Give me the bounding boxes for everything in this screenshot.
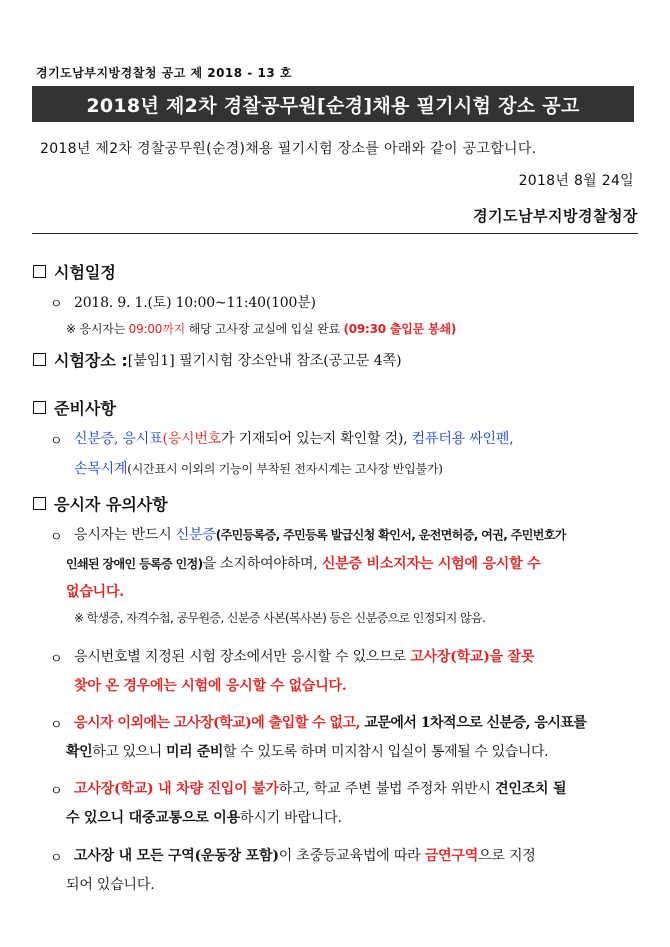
caution-2-line-1: 응시번호별 지정된 시험 장소에서만 응시할 수 있으므로 고사장(학교)을 잘못 bbox=[74, 649, 535, 665]
caution-1-line-3: 없습니다. bbox=[66, 584, 124, 600]
notice-date: 2018년 8월 24일 bbox=[518, 173, 634, 189]
bullet-icon: ㅇ bbox=[50, 652, 63, 667]
venue-heading-label: 시험장소 : bbox=[54, 351, 128, 370]
bullet-icon: ㅇ bbox=[50, 530, 63, 545]
caution-5-line-2: 되어 있습니다. bbox=[66, 877, 155, 893]
schedule-datetime: 2018. 9. 1.(토) 10:00∼11:40(100분) bbox=[74, 295, 316, 311]
notice-number: 경기도남부지방경찰청 공고 제 2018 - 13 호 bbox=[36, 66, 292, 80]
prep-heading-label: 준비사항 bbox=[54, 399, 116, 418]
prep-line-2: 손목시계(시간표시 이외의 기능이 부착된 전자시계는 고사장 반입불가) bbox=[74, 461, 443, 477]
venue-text: [붙임1] 필기시험 장소안내 참조(공고문 4쪽) bbox=[127, 352, 402, 369]
checkbox-square-icon bbox=[33, 353, 46, 366]
schedule-note: ※ 응시자는 09:00까지 해당 고사장 교실에 입실 완료 (09:30 출입문 봉쇄) bbox=[66, 322, 457, 336]
bullet-icon: ㅇ bbox=[50, 297, 63, 312]
caution-1-note: ※ 학생증, 자격수첩, 공무원증, 신분증 사본(복사본) 등은 신분증으로 인정되지 않음. bbox=[74, 611, 486, 625]
prep-line-1: 신분증, 응시표(응시번호가 기재되어 있는지 확인할 것), 컴퓨터용 싸인펜, bbox=[74, 431, 514, 447]
section-cautions-heading bbox=[33, 492, 168, 515]
bullet-icon: ㅇ bbox=[50, 434, 63, 449]
notice-title: 2018년 제2차 경찰공무원[순경]채용 필기시험 장소 공고 bbox=[32, 86, 634, 122]
bullet-icon: ㅇ bbox=[50, 851, 63, 866]
caution-4-line-2: 수 있으니 대중교통으로 이용하시기 바랍니다. bbox=[66, 810, 342, 826]
caution-1-line-2: 인쇄된 장애인 등록증 인정)을 소지하여야하며, 신분증 비소지자는 시험에 응시할 수 bbox=[66, 556, 541, 572]
caution-4-line-1: 고사장(학교) 내 차량 진입이 불가하고, 학교 주변 불법 주정차 위반시 견인조치 될 bbox=[74, 781, 567, 797]
caution-5-line-1: 고사장 내 모든 구역(운동장 포함)이 초중등교육법에 따라 금연구역으로 지정 bbox=[74, 848, 536, 864]
schedule-heading-label: 시험일정 bbox=[54, 263, 116, 282]
caution-3-line-2: 확인하고 있으니 미리 준비할 수 있도록 하며 미지참시 입실이 통제될 수 있습니다. bbox=[66, 744, 549, 760]
caution-1-line-1: 응시자는 반드시 신분증(주민등록증, 주민등록 발급신청 확인서, 운전면허증, 여권, 주민번호가 bbox=[74, 527, 566, 543]
caution-3-line-1: 응시자 이외에는 고사장(학교)에 출입할 수 없고, 교문에서 1차적으로 신분증, 응시표를 bbox=[74, 715, 587, 731]
checkbox-square-icon bbox=[33, 497, 46, 510]
header-divider bbox=[32, 233, 638, 234]
cautions-heading-label: 응시자 유의사항 bbox=[54, 495, 168, 514]
bullet-icon: ㅇ bbox=[50, 718, 63, 733]
section-prep-heading bbox=[33, 396, 116, 419]
checkbox-square-icon bbox=[33, 265, 46, 278]
checkbox-square-icon bbox=[33, 401, 46, 414]
caution-2-line-2: 찾아 온 경우에는 시험에 응시할 수 없습니다. bbox=[74, 678, 347, 694]
intro-text: 2018년 제2차 경찰공무원(순경)채용 필기시험 장소를 아래와 같이 공고합니다. bbox=[40, 141, 537, 157]
issuing-agency: 경기도남부지방경찰청장 bbox=[473, 207, 638, 225]
bullet-icon: ㅇ bbox=[50, 784, 63, 799]
section-venue-heading bbox=[33, 348, 402, 371]
section-schedule-heading bbox=[33, 260, 116, 283]
